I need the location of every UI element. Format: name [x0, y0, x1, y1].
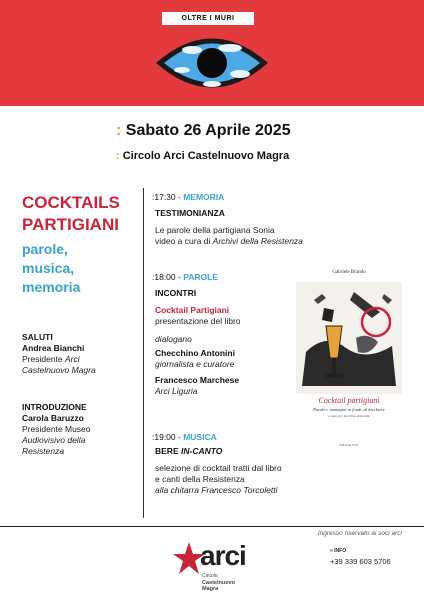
- event-subtitle: parole, musica, memoria: [22, 241, 81, 295]
- book-subtitle: Parole e immagini in fondo al bicchiere: [313, 407, 385, 412]
- book-title: Cocktail partigiani: [318, 396, 380, 405]
- program-item-2: INCONTRI Cocktail Partigiani presentazione del libro dialogano Checchino Antonini giornalista e curatore Francesco Marchese Arci Liguria: [155, 288, 241, 396]
- book-publisher: Edizioni ETS: [339, 443, 359, 447]
- event-title: COCKTAILS PARTIGIANI: [22, 193, 120, 234]
- footer-divider: [0, 526, 424, 527]
- info-label: » INFO: [330, 548, 347, 554]
- book-illustration: [296, 282, 402, 399]
- eye-icon: [152, 24, 272, 102]
- program-item-1: TESTIMONIANZA Le parole della partigiana Sonia video a cura di Archivi della Resistenza: [155, 208, 303, 246]
- program-time-3: :19:00 - MUSICA: [152, 432, 217, 442]
- event-date: : Sabato 26 Aprile 2025: [116, 122, 291, 139]
- program-time-1: :17:30 - MEMORIA: [152, 192, 225, 202]
- brand-tag: OLTRE I MURI: [162, 12, 254, 25]
- book-author: Gabriele Brando: [332, 270, 366, 275]
- program-item-3: BERE IN-CANTO selezione di cocktail tratti dal libro e canti della Resistenza alla chitarra Francesco Torcoletti: [155, 446, 282, 495]
- book-curator: a cura di Checchino Antonini: [328, 414, 370, 418]
- entry-note: Ingresso riservato ai soci arci: [317, 530, 402, 537]
- saluti-block: SALUTI Andrea Bianchi Presidente Arci Castelnuovo Magra: [22, 332, 96, 375]
- event-venue: : Circolo Arci Castelnuovo Magra: [116, 150, 290, 162]
- info-phone: +39 339 603 5706: [330, 557, 391, 566]
- program-time-2: :18:00 - PAROLE: [152, 272, 218, 282]
- column-divider: [143, 188, 144, 518]
- book-cover: [290, 270, 408, 447]
- arci-logo: arci Circolo Castelnuovo Magra: [172, 540, 252, 592]
- introduzione-block: INTRODUZIONE Carola Baruzzo Presidente Museo Audiovisivo della Resistenza: [22, 402, 91, 456]
